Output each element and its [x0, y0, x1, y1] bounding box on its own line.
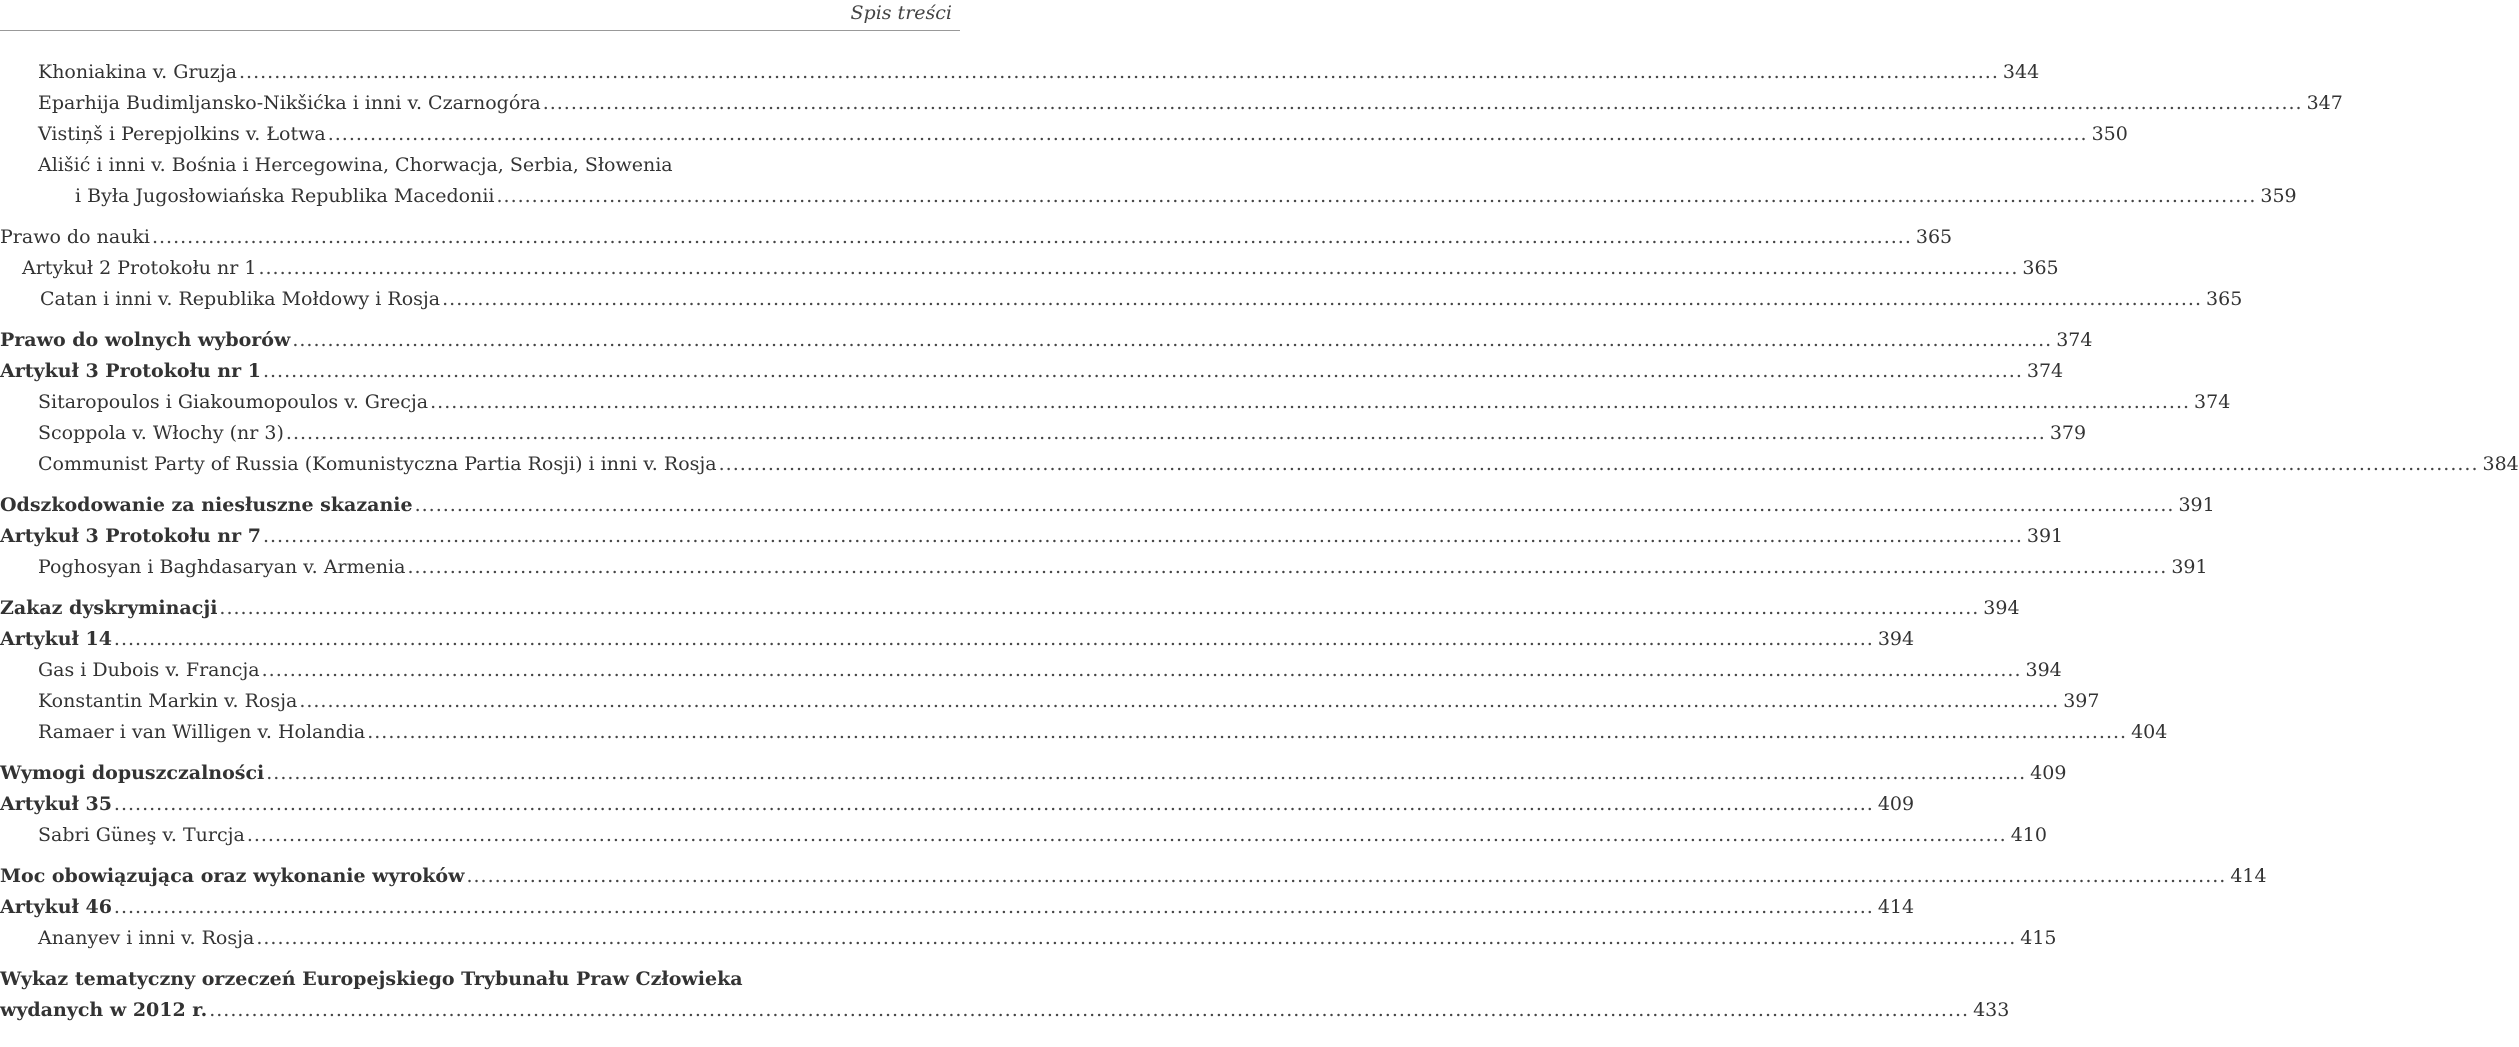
toc-entry-page: 350 — [2091, 123, 2128, 145]
toc-entry-title: Communist Party of Russia (Komunistyczna Partia Rosji) i inni v. Rosja — [38, 453, 717, 475]
toc-section-title: Prawo do nauki — [0, 226, 150, 248]
toc-entry[interactable] — [0, 119, 2128, 150]
toc-leader-dots — [219, 593, 1979, 624]
toc-entry-page: 391 — [2171, 556, 2208, 578]
toc-article-title: Artykuł 14 — [0, 628, 112, 650]
toc-entry-page: 384 — [2482, 453, 2519, 475]
toc-article-title: Artykuł 35 — [0, 793, 112, 815]
toc-article-title: Artykuł 46 — [0, 896, 112, 918]
toc-article-title: Artykuł 2 Protokołu nr 1 — [22, 257, 257, 279]
toc-section[interactable] — [0, 758, 2067, 789]
toc-leader-dots — [114, 789, 1874, 820]
toc-leader-dots — [292, 325, 2052, 356]
toc-entry-page: 394 — [1983, 597, 2020, 619]
toc-article[interactable] — [0, 892, 1915, 923]
toc-entry-page: 365 — [1915, 226, 1953, 248]
toc-entry-page: 391 — [2178, 494, 2215, 516]
toc-leader-dots — [263, 521, 2023, 552]
toc-section-title: Moc obowiązująca oraz wykonanie wyroków — [0, 865, 465, 887]
toc-entry-continuation[interactable] — [0, 181, 2297, 212]
toc-leader-dots — [256, 923, 2016, 954]
toc-entry-title: Sitaropoulos i Giakoumopoulos v. Grecja — [38, 391, 429, 413]
toc-section[interactable] — [0, 861, 2267, 892]
toc-entry-page: 347 — [2306, 92, 2343, 114]
toc-leader-dots — [266, 758, 2026, 789]
toc-entry-title: Khoniakina v. Gruzja — [38, 61, 237, 83]
toc-article[interactable] — [0, 521, 2064, 552]
toc-entry-page: 365 — [2206, 288, 2243, 310]
toc-leader-dots — [496, 181, 2256, 212]
toc-entry-page: 433 — [1973, 999, 2010, 1021]
toc-section-title: Wykaz tematyczny orzeczeń Europejskiego Trybunału Praw Człowieka — [0, 968, 743, 990]
toc-section[interactable] — [0, 325, 2093, 356]
toc-leader-dots — [152, 222, 1912, 253]
toc-section-continuation[interactable] — [0, 995, 2010, 1026]
toc-article-title: Artykuł 3 Protokołu nr 1 — [0, 360, 261, 382]
toc-entry-title: Gas i Dubois v. Francja — [38, 659, 260, 681]
page-header — [0, 0, 960, 31]
toc-section-title: wydanych w 2012 r. — [0, 999, 208, 1021]
toc-leader-dots — [286, 418, 2046, 449]
toc-leader-dots — [263, 356, 2023, 387]
toc-entry[interactable] — [0, 655, 2062, 686]
toc-entry-title: Sabri Güneş v. Turcja — [38, 824, 245, 846]
toc-entry-page: 404 — [2131, 721, 2168, 743]
toc-entry[interactable] — [0, 552, 2208, 583]
toc-leader-dots — [247, 820, 2007, 851]
toc-entry-title: Catan i inni v. Republika Mołdowy i Rosja — [40, 288, 441, 310]
toc-entry-title: Scoppola v. Włochy (nr 3) — [38, 422, 284, 444]
toc-entry[interactable] — [0, 418, 2087, 449]
toc-leader-dots — [114, 892, 1874, 923]
toc-entry-page: 359 — [2260, 185, 2297, 207]
toc-section[interactable] — [0, 964, 955, 995]
toc-entry[interactable] — [0, 449, 2519, 480]
toc-entry[interactable] — [0, 387, 2231, 418]
toc-entry-title: Eparhija Budimljansko-Nikšićka i inni v. Czarnogóra — [38, 92, 541, 114]
toc-leader-dots — [442, 284, 2202, 315]
toc-entry-title: Poghosyan i Baghdasaryan v. Armenia — [38, 556, 406, 578]
toc-entry-page: 344 — [2002, 61, 2040, 83]
toc-leader-dots — [367, 717, 2127, 748]
toc-entry-title: Ališić i inni v. Bośnia i Hercegowina, Chorwacja, Serbia, Słowenia — [38, 154, 673, 176]
toc-leader-dots — [719, 449, 2479, 480]
toc-entry-page: 374 — [2194, 391, 2231, 413]
toc-entry[interactable] — [0, 820, 2047, 851]
toc-entry-page: 365 — [2022, 257, 2059, 279]
toc-entry-title: i Była Jugosłowiańska Republika Macedonii — [75, 185, 495, 207]
toc-entry-page: 394 — [2025, 659, 2062, 681]
toc-entry-page: 415 — [2020, 927, 2057, 949]
toc-entry[interactable] — [0, 150, 955, 181]
toc-entry[interactable] — [0, 686, 2100, 717]
toc-entry[interactable] — [0, 284, 2243, 315]
toc-entry[interactable] — [0, 923, 2057, 954]
toc-entry-title: Ramaer i van Willigen v. Holandia — [38, 721, 366, 743]
toc-article[interactable] — [0, 789, 1915, 820]
toc-section[interactable] — [0, 490, 2215, 521]
toc-entry[interactable] — [0, 717, 2168, 748]
toc-entry-page: 414 — [1877, 896, 1915, 918]
toc-entry-page: 391 — [2026, 525, 2064, 547]
toc-section[interactable] — [0, 593, 2020, 624]
toc-article[interactable] — [0, 253, 2059, 284]
toc-leader-dots — [430, 387, 2190, 418]
toc-leader-dots — [299, 686, 2059, 717]
toc-entry[interactable] — [0, 57, 2040, 88]
toc-entry-page: 409 — [1877, 793, 1915, 815]
toc-leader-dots — [114, 624, 1874, 655]
toc-section-title: Wymogi dopuszczalności — [0, 762, 265, 784]
toc-leader-dots — [466, 861, 2226, 892]
toc-leader-dots — [258, 253, 2018, 284]
table-of-contents — [0, 57, 2519, 1026]
toc-entry-page: 379 — [2049, 422, 2087, 444]
toc-entry-title: Ananyev i inni v. Rosja — [38, 927, 255, 949]
toc-leader-dots — [543, 88, 2303, 119]
toc-article[interactable] — [0, 624, 1915, 655]
toc-section-title: Prawo do wolnych wyborów — [0, 329, 291, 351]
toc-entry-page: 374 — [2056, 329, 2093, 351]
toc-leader-dots — [209, 995, 1969, 1026]
toc-section-title: Zakaz dyskryminacji — [0, 597, 218, 619]
header-title: Spis treści — [850, 2, 952, 24]
toc-entry-page: 414 — [2230, 865, 2267, 887]
toc-section-title: Odszkodowanie za niesłuszne skazanie — [0, 494, 413, 516]
toc-leader-dots — [239, 57, 1999, 88]
toc-leader-dots — [407, 552, 2167, 583]
toc-article-title: Artykuł 3 Protokołu nr 7 — [0, 525, 261, 547]
toc-section[interactable] — [0, 222, 1953, 253]
toc-leader-dots — [415, 490, 2175, 521]
toc-entry-title: Konstantin Markin v. Rosja — [38, 690, 298, 712]
toc-entry[interactable] — [0, 88, 2343, 119]
toc-entry-page: 397 — [2063, 690, 2100, 712]
toc-entry-title: Vistiņš i Perepjolkins v. Łotwa — [38, 123, 326, 145]
toc-entry-page: 374 — [2026, 360, 2064, 382]
toc-entry-page: 394 — [1877, 628, 1915, 650]
toc-article[interactable] — [0, 356, 2064, 387]
toc-leader-dots — [328, 119, 2088, 150]
toc-entry-page: 410 — [2010, 824, 2047, 846]
toc-leader-dots — [262, 655, 2022, 686]
toc-entry-page: 409 — [2030, 762, 2067, 784]
